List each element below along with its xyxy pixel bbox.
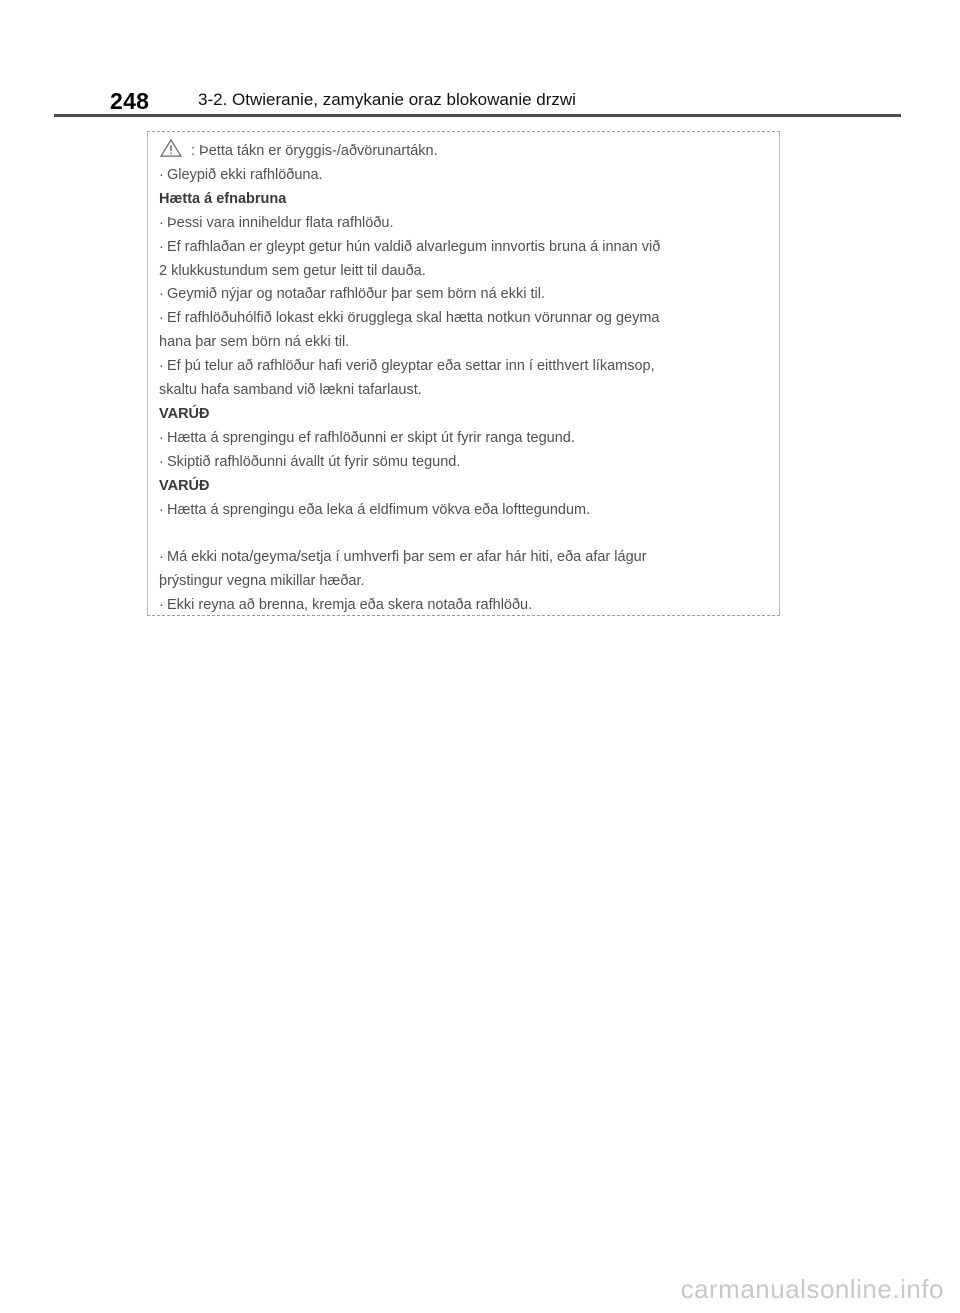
- bullet-dot: ·: [159, 597, 164, 614]
- bullet-text: Skiptið rafhlöðunni ávallt út fyrir sömu tegund.: [167, 453, 461, 470]
- bullet-item: [159, 427, 779, 451]
- page-number: 248: [110, 88, 150, 114]
- bullet-dot: ·: [159, 238, 164, 255]
- warning-symbol-line: [159, 139, 779, 164]
- warning-heading: Hætta á efnabruna: [159, 190, 287, 207]
- footer-brand: carmanualsonline.info: [680, 1274, 944, 1304]
- bullet-dot: ·: [159, 358, 164, 375]
- continuation-line: 2 klukkustundum sem getur leitt til dauða.: [159, 262, 426, 279]
- bullet-text: Hætta á sprengingu eða leka á eldfimum vökva eða lofttegundum.: [167, 501, 591, 518]
- bullet-dot: ·: [159, 429, 164, 446]
- warning-heading: VARÚÐ: [159, 405, 210, 422]
- bullet-text: Þessi vara inniheldur flata rafhlöðu.: [167, 214, 394, 231]
- bullet-text: Má ekki nota/geyma/setja í umhverfi þar sem er afar hár hiti, eða afar lágur: [167, 549, 647, 566]
- blank-line: [159, 523, 779, 547]
- bullet-dot: ·: [159, 549, 164, 566]
- continuation-line: skaltu hafa samband við lækni tafarlaust.: [159, 382, 422, 399]
- bullet-item: [159, 355, 779, 379]
- bullet-item: [159, 307, 779, 331]
- bullet-text: Ef þú telur að rafhlöður hafi verið gleyptar eða settar inn í eitthvert líkamsop,: [167, 358, 655, 375]
- bullet-dot: ·: [159, 310, 164, 327]
- bullet-dot: ·: [159, 214, 164, 231]
- bullet-dot: ·: [159, 501, 164, 518]
- warning-box: [147, 131, 780, 616]
- continuation-line: hana þar sem börn ná ekki til.: [159, 334, 350, 351]
- bullet-text: Gleypið ekki rafhlöðuna.: [167, 166, 323, 183]
- bullet-dot: ·: [159, 286, 164, 303]
- warning-heading: VARÚÐ: [159, 477, 210, 494]
- bullet-dot: ·: [159, 166, 164, 183]
- header-rule: [54, 114, 901, 117]
- bullet-text: Ekki reyna að brenna, kremja eða skera notaða rafhlöðu.: [167, 597, 533, 614]
- page-header: [110, 78, 900, 114]
- bullet-item: [159, 594, 779, 618]
- bullet-text: Geymið nýjar og notaðar rafhlöður þar sem börn ná ekki til.: [167, 286, 545, 303]
- bullet-item: [159, 546, 779, 570]
- continuation-line: þrýstingur vegna mikillar hæðar.: [159, 573, 365, 590]
- warning-symbol-text: : Þetta tákn er öryggis-/aðvörunartákn.: [191, 143, 438, 159]
- bullet-dot: ·: [159, 453, 164, 470]
- bullet-item: [159, 283, 779, 307]
- bullet-item: [159, 451, 779, 475]
- warning-triangle-icon: [159, 139, 183, 157]
- bullet-text: Ef rafhlöðuhólfið lokast ekki örugglega skal hætta notkun vörunnar og geyma: [167, 310, 660, 327]
- bullet-item: [159, 499, 779, 523]
- bullet-item: [159, 212, 779, 236]
- bullet-text: Ef rafhlaðan er gleypt getur hún valdið alvarlegum innvortis bruna á innan við: [167, 238, 661, 255]
- bullet-item: [159, 164, 779, 188]
- bullet-text: Hætta á sprengingu ef rafhlöðunni er skipt út fyrir ranga tegund.: [167, 429, 575, 446]
- section-title: 3-2. Otwieranie, zamykanie oraz blokowanie drzwi: [198, 90, 576, 109]
- bullet-item: [159, 236, 779, 260]
